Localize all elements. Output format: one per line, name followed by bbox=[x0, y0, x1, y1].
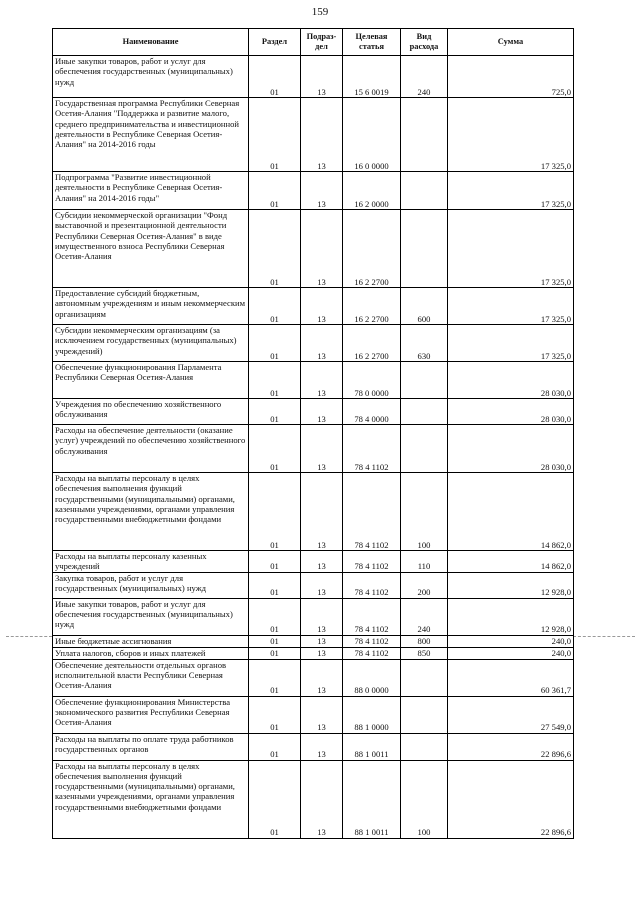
row-subsection: 13 bbox=[301, 362, 343, 399]
row-amount: 17 325,0 bbox=[448, 172, 574, 210]
row-target: 88 1 0000 bbox=[343, 696, 401, 733]
row-name: Государственная программа Республики Северная Осетия-Алания "Поддержка и развитие малого, среднего предпринимательства и инвестиционной деятельности в Республике Северная Осетия-Алания" на 2014-2016 годы bbox=[53, 98, 249, 172]
page-number: 159 bbox=[311, 6, 329, 18]
row-expense-type: 100 bbox=[401, 760, 448, 838]
row-section: 01 bbox=[249, 325, 301, 362]
row-section: 01 bbox=[249, 98, 301, 172]
table-row bbox=[53, 760, 574, 838]
row-amount: 240,0 bbox=[448, 647, 574, 659]
row-expense-type bbox=[401, 399, 448, 425]
row-amount: 14 862,0 bbox=[448, 551, 574, 573]
row-expense-type: 630 bbox=[401, 325, 448, 362]
table-row bbox=[53, 288, 574, 325]
row-expense-type bbox=[401, 425, 448, 473]
row-subsection: 13 bbox=[301, 325, 343, 362]
row-target: 78 4 1102 bbox=[343, 473, 401, 551]
row-section: 01 bbox=[249, 635, 301, 647]
row-section: 01 bbox=[249, 425, 301, 473]
row-expense-type: 240 bbox=[401, 56, 448, 98]
row-amount: 12 928,0 bbox=[448, 572, 574, 598]
row-name: Обеспечение функционирования Министерства экономического развития Республики Северная Осетия-Алания bbox=[53, 696, 249, 733]
row-subsection: 13 bbox=[301, 733, 343, 760]
row-expense-type bbox=[401, 733, 448, 760]
row-subsection: 13 bbox=[301, 572, 343, 598]
table-row bbox=[53, 325, 574, 362]
row-expense-type: 600 bbox=[401, 288, 448, 325]
row-target: 78 4 1102 bbox=[343, 598, 401, 635]
row-target: 78 4 1102 bbox=[343, 551, 401, 573]
row-subsection: 13 bbox=[301, 56, 343, 98]
row-section: 01 bbox=[249, 551, 301, 573]
row-amount: 725,0 bbox=[448, 56, 574, 98]
row-section: 01 bbox=[249, 362, 301, 399]
row-target: 88 0 0000 bbox=[343, 659, 401, 696]
row-expense-type: 800 bbox=[401, 635, 448, 647]
row-target: 78 4 1102 bbox=[343, 425, 401, 473]
row-amount: 60 361,7 bbox=[448, 659, 574, 696]
row-target: 88 1 0011 bbox=[343, 760, 401, 838]
table-row bbox=[53, 733, 574, 760]
row-expense-type: 100 bbox=[401, 473, 448, 551]
table-row bbox=[53, 56, 574, 98]
row-amount: 17 325,0 bbox=[448, 98, 574, 172]
row-section: 01 bbox=[249, 172, 301, 210]
table-row bbox=[53, 647, 574, 659]
row-section: 01 bbox=[249, 288, 301, 325]
row-section: 01 bbox=[249, 473, 301, 551]
row-amount: 28 030,0 bbox=[448, 399, 574, 425]
budget-table bbox=[52, 28, 574, 839]
row-subsection: 13 bbox=[301, 425, 343, 473]
right-dashed-line bbox=[573, 636, 635, 637]
row-amount: 17 325,0 bbox=[448, 288, 574, 325]
row-amount: 28 030,0 bbox=[448, 425, 574, 473]
row-section: 01 bbox=[249, 598, 301, 635]
row-amount: 17 325,0 bbox=[448, 210, 574, 288]
table-row bbox=[53, 696, 574, 733]
row-subsection: 13 bbox=[301, 551, 343, 573]
table-row bbox=[53, 551, 574, 573]
left-dashed-line bbox=[6, 636, 52, 637]
table-row bbox=[53, 362, 574, 399]
row-section: 01 bbox=[249, 659, 301, 696]
row-amount: 17 325,0 bbox=[448, 325, 574, 362]
row-target: 78 4 1102 bbox=[343, 635, 401, 647]
row-subsection: 13 bbox=[301, 473, 343, 551]
table-row bbox=[53, 425, 574, 473]
row-name: Учреждения по обеспечению хозяйственного обслуживания bbox=[53, 399, 249, 425]
table-row bbox=[53, 98, 574, 172]
row-expense-type: 110 bbox=[401, 551, 448, 573]
row-section: 01 bbox=[249, 399, 301, 425]
table-header-row bbox=[53, 29, 574, 56]
row-target: 78 4 1102 bbox=[343, 647, 401, 659]
row-target: 15 6 0019 bbox=[343, 56, 401, 98]
row-section: 01 bbox=[249, 647, 301, 659]
row-subsection: 13 bbox=[301, 635, 343, 647]
row-target: 16 2 2700 bbox=[343, 288, 401, 325]
row-name: Расходы на выплаты по оплате труда работников государственных органов bbox=[53, 733, 249, 760]
row-expense-type: 240 bbox=[401, 598, 448, 635]
table-row bbox=[53, 210, 574, 288]
header-amount: Сумма bbox=[448, 29, 574, 56]
row-name: Субсидии некоммерческой организации "Фонд выставочной и презентационной деятельности Республики Северная Осетия-Алания" в виде имущественного взноса Республики Северная Осетия-Алания bbox=[53, 210, 249, 288]
row-amount: 14 862,0 bbox=[448, 473, 574, 551]
row-section: 01 bbox=[249, 696, 301, 733]
row-subsection: 13 bbox=[301, 696, 343, 733]
row-name: Закупка товаров, работ и услуг для государственных (муниципальных) нужд bbox=[53, 572, 249, 598]
row-section: 01 bbox=[249, 210, 301, 288]
table-row bbox=[53, 473, 574, 551]
row-expense-type: 200 bbox=[401, 572, 448, 598]
table-row bbox=[53, 572, 574, 598]
row-name: Иные закупки товаров, работ и услуг для обеспечения государственных (муниципальных) нужд bbox=[53, 56, 249, 98]
row-name: Иные закупки товаров, работ и услуг для обеспечения государственных (муниципальных) нужд bbox=[53, 598, 249, 635]
header-section: Раздел bbox=[249, 29, 301, 56]
row-subsection: 13 bbox=[301, 399, 343, 425]
header-subsection: Подраз-дел bbox=[301, 29, 343, 56]
row-target: 16 2 0000 bbox=[343, 172, 401, 210]
row-amount: 22 896,6 bbox=[448, 733, 574, 760]
row-name: Уплата налогов, сборов и иных платежей bbox=[53, 647, 249, 659]
header-expense-type: Вид расхода bbox=[401, 29, 448, 56]
row-amount: 240,0 bbox=[448, 635, 574, 647]
row-section: 01 bbox=[249, 572, 301, 598]
row-subsection: 13 bbox=[301, 210, 343, 288]
row-expense-type bbox=[401, 98, 448, 172]
row-subsection: 13 bbox=[301, 98, 343, 172]
header-target: Целевая статья bbox=[343, 29, 401, 56]
table-row bbox=[53, 659, 574, 696]
row-subsection: 13 bbox=[301, 598, 343, 635]
row-subsection: 13 bbox=[301, 172, 343, 210]
table-row bbox=[53, 399, 574, 425]
row-name: Расходы на выплаты персоналу в целях обеспечения выполнения функций государственными (муниципальными) органами, казенными учреждениями, органами управления государственными внебюджетными фондами bbox=[53, 760, 249, 838]
row-expense-type bbox=[401, 172, 448, 210]
table-row bbox=[53, 635, 574, 647]
row-target: 16 2 2700 bbox=[343, 210, 401, 288]
row-name: Предоставление субсидий бюджетным, автономным учреждениям и иным некоммерческим организациям bbox=[53, 288, 249, 325]
row-name: Обеспечение функционирования Парламента Республики Северная Осетия-Алания bbox=[53, 362, 249, 399]
row-target: 78 4 0000 bbox=[343, 399, 401, 425]
row-name: Субсидии некоммерческим организациям (за исключением государственных (муниципальных) учреждений) bbox=[53, 325, 249, 362]
row-target: 16 0 0000 bbox=[343, 98, 401, 172]
row-name: Подпрограмма "Развитие инвестиционной деятельности в Республике Северная Осетия-Алания" на 2014-2016 годы" bbox=[53, 172, 249, 210]
table-row bbox=[53, 172, 574, 210]
table-row bbox=[53, 598, 574, 635]
row-section: 01 bbox=[249, 56, 301, 98]
row-subsection: 13 bbox=[301, 659, 343, 696]
row-target: 78 4 1102 bbox=[343, 572, 401, 598]
row-subsection: 13 bbox=[301, 647, 343, 659]
row-amount: 12 928,0 bbox=[448, 598, 574, 635]
row-target: 78 0 0000 bbox=[343, 362, 401, 399]
row-expense-type bbox=[401, 659, 448, 696]
row-expense-type: 850 bbox=[401, 647, 448, 659]
row-name: Расходы на выплаты персоналу в целях обеспечения выполнения функций государственными (муниципальными) органами, казенными учреждениями, органами управления государственными внебюджетными фондами bbox=[53, 473, 249, 551]
row-name: Расходы на обеспечение деятельности (оказание услуг) учреждений по обеспечению хозяйственного обслуживания bbox=[53, 425, 249, 473]
row-name: Иные бюджетные ассигнования bbox=[53, 635, 249, 647]
row-section: 01 bbox=[249, 733, 301, 760]
row-name: Обеспечение деятельности отдельных органов исполнительной власти Республики Северная Осетия-Алания bbox=[53, 659, 249, 696]
row-section: 01 bbox=[249, 760, 301, 838]
row-name: Расходы на выплаты персоналу казенных учреждений bbox=[53, 551, 249, 573]
header-name: Наименование bbox=[53, 29, 249, 56]
row-expense-type bbox=[401, 696, 448, 733]
row-expense-type bbox=[401, 210, 448, 288]
row-target: 16 2 2700 bbox=[343, 325, 401, 362]
row-amount: 22 896,6 bbox=[448, 760, 574, 838]
row-amount: 28 030,0 bbox=[448, 362, 574, 399]
row-expense-type bbox=[401, 362, 448, 399]
row-amount: 27 549,0 bbox=[448, 696, 574, 733]
row-target: 88 1 0011 bbox=[343, 733, 401, 760]
row-subsection: 13 bbox=[301, 288, 343, 325]
row-subsection: 13 bbox=[301, 760, 343, 838]
